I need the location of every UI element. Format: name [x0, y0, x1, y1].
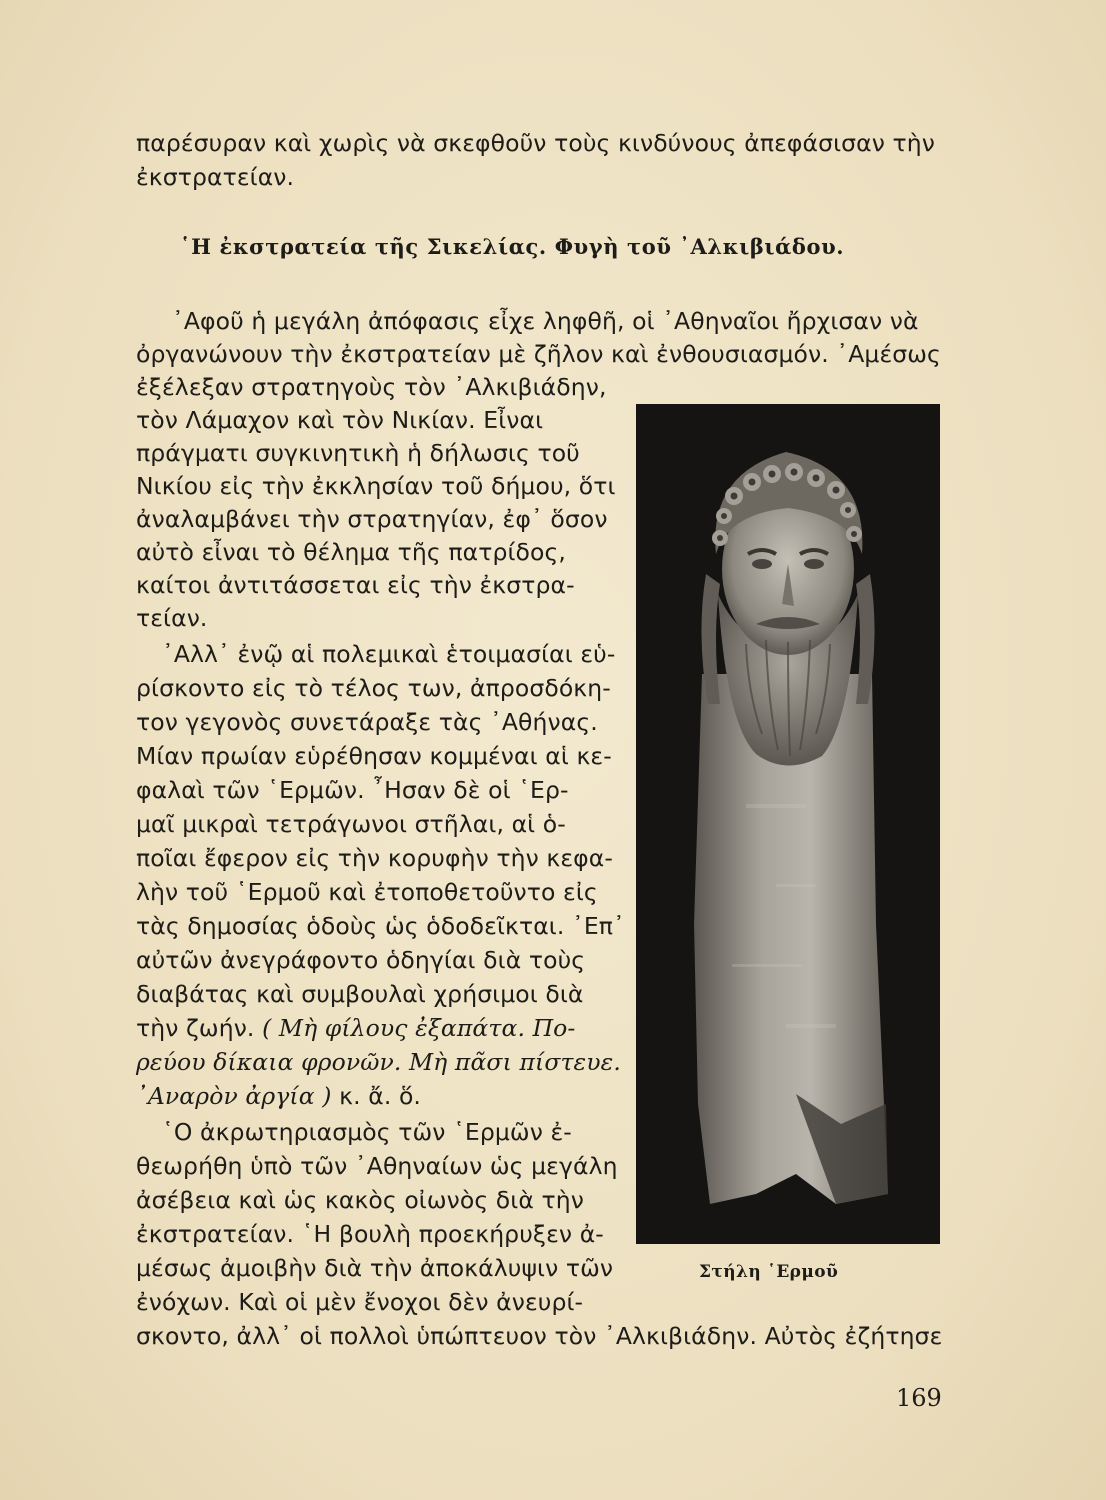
text-line: ἐκστρατείαν. ῾Η βουλὴ προεκήρυξεν ἀ-: [136, 1220, 604, 1248]
text-line: φαλαὶ τῶν ῾Ερμῶν. ῏Ησαν δὲ οἱ ῾Ερ-: [136, 776, 569, 804]
text-line: ἀσέβεια καὶ ὡς κακὸς οἰωνὸς διὰ τὴν: [136, 1186, 584, 1214]
text-segment: κ. ἄ. ὅ.: [331, 1082, 422, 1110]
text-line: ἐκστρατείαν.: [136, 163, 295, 191]
figure-caption: Στήλη ῾Ερμοῦ: [699, 1262, 839, 1282]
text-segment: τὴν ζωήν.: [136, 1014, 263, 1042]
text-line: αὐτῶν ἀνεγράφοντο ὁδηγίαι διὰ τοὺς: [136, 946, 586, 974]
text-line: ρίσκοντο εἰς τὸ τέλος των, ἀπροσδόκη-: [136, 674, 611, 702]
text-line: ῾Ο ἀκρωτηριασμὸς τῶν ῾Ερμῶν ἐ-: [162, 1118, 572, 1146]
text-line: πράγματι συγκινητικὴ ἡ δήλωσις τοῦ: [136, 439, 580, 467]
section-heading: ῾Η ἐκστρατεία τῆς Σικελίας. Φυγὴ τοῦ ᾿Αλκιβιάδου.: [180, 234, 845, 259]
text-line: [136, 1013, 575, 1043]
text-line: ἐξέλεξαν στρατηγοὺς τὸν ᾿Αλκιβιάδην,: [136, 373, 607, 401]
text-line: [136, 1081, 421, 1111]
text-line: μαῖ μικραὶ τετράγωνοι στῆλαι, αἱ ὁ-: [136, 810, 566, 838]
text-line: διαβάτας καὶ συμβουλαὶ χρήσιμοι διὰ: [136, 980, 584, 1008]
text-line: παρέσυραν καὶ χωρὶς νὰ σκεφθοῦν τοὺς κινδύνους ἀπεφάσισαν τὴν: [136, 129, 935, 157]
text-line: ἐνόχων. Καὶ οἱ μὲν ἔνοχοι δὲν ἀνευρί-: [136, 1288, 584, 1316]
text-line: ἀναλαμβάνει τὴν στρατηγίαν, ἐφ᾿ ὅσον: [136, 505, 608, 533]
text-line: ὀργανώνουν τὴν ἐκστρατείαν μὲ ζῆλον καὶ ἐνθουσιασμόν. ᾿Αμέσως: [136, 340, 941, 368]
text-line: ποῖαι ἔφερον εἰς τὴν κορυφὴν τὴν κεφα-: [136, 844, 613, 872]
text-line: καίτοι ἀντιτάσσεται εἰς τὴν ἐκστρα-: [136, 571, 575, 599]
herm-photograph: [636, 404, 940, 1244]
text-line: λὴν τοῦ ῾Ερμοῦ καὶ ἐτοποθετοῦντο εἰς: [136, 878, 598, 906]
text-line: σκοντο, ἀλλ᾿ οἱ πολλοὶ ὑπώπτευον τὸν ᾿Αλκιβιάδην. Αὐτὸς ἐζήτησε: [136, 1322, 943, 1350]
page-number: 169: [896, 1384, 942, 1412]
text-line: μέσως ἀμοιβὴν διὰ τὴν ἀποκάλυψιν τῶν: [136, 1254, 614, 1282]
text-line: τον γεγονὸς συνετάραξε τὰς ᾿Αθήνας.: [136, 708, 598, 736]
text-line: τὸν Λάμαχον καὶ τὸν Νικίαν. Εἶναι: [136, 406, 544, 434]
text-line: αὐτὸ εἶναι τὸ θέλημα τῆς πατρίδος,: [136, 538, 566, 566]
text-line: ᾿Αλλ᾿ ἐνῷ αἱ πολεμικαὶ ἑτοιμασίαι εὑ-: [162, 640, 616, 668]
text-line: Νικίου εἰς τὴν ἐκκλησίαν τοῦ δήμου, ὅτι: [136, 472, 616, 500]
text-line: θεωρήθη ὑπὸ τῶν ᾿Αθηναίων ὡς μεγάλη: [136, 1152, 618, 1180]
text-line: τείαν.: [136, 604, 208, 632]
italic-maxim: ( Μὴ φίλους ἐξαπάτα. Πο-: [262, 1014, 576, 1042]
text-line: Μίαν πρωίαν εὑρέθησαν κομμέναι αἱ κε-: [136, 742, 612, 770]
text-line: ᾿Αφοῦ ἡ μεγάλη ἀπόφασις εἶχε ληφθῆ, οἱ ᾿Αθηναῖοι ἤρχισαν νὰ: [172, 307, 919, 335]
italic-maxim: ρεύου δίκαια φρονῶν. Μὴ πᾶσι πίστευε.: [136, 1048, 621, 1076]
text-line: τὰς δημοσίας ὁδοὺς ὡς ὁδοδεῖκται. ᾿Επ᾿: [136, 912, 625, 940]
herm-illustration: [636, 404, 940, 1244]
italic-maxim: ᾿Αναρὸν ἀργία ): [136, 1082, 332, 1110]
